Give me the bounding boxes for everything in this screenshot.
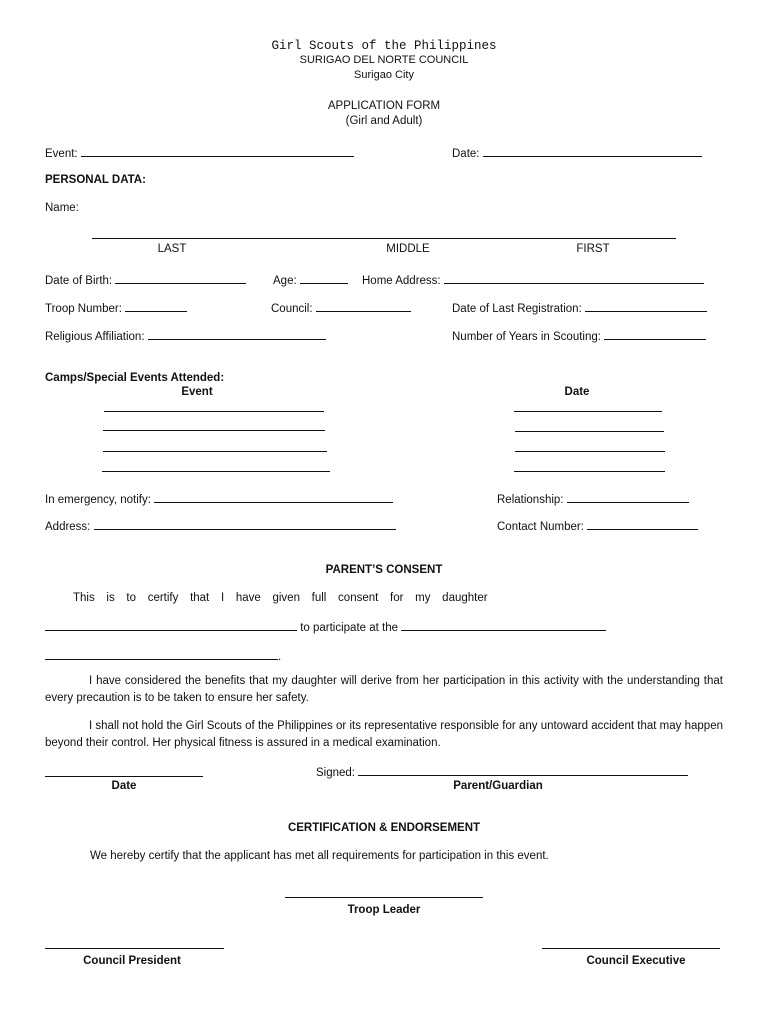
camp-date-field[interactable] — [514, 411, 662, 412]
camp-event-field[interactable] — [104, 411, 324, 412]
consent-date-label: Date — [111, 780, 137, 792]
camp-date-field[interactable] — [515, 431, 664, 432]
consent-paragraph-2: I shall not hold the Girl Scouts of the Philippines or its representative responsible for any untoward accident that may happen beyond their control. Her physical fitness is assured in a medical examination. — [45, 720, 723, 749]
relationship-row — [497, 491, 689, 507]
home-address-label: Home Address: — [362, 275, 441, 287]
first-label: FIRST — [576, 243, 610, 255]
event-label: Event: — [45, 148, 78, 160]
troop-number-field[interactable] — [125, 300, 187, 312]
council-president-signature[interactable] — [45, 948, 224, 949]
troop-leader-label: Troop Leader — [347, 904, 421, 916]
venue-field[interactable] — [401, 619, 606, 631]
council-executive-label: Council Executive — [586, 955, 686, 967]
signed-row — [316, 764, 688, 780]
parents-consent-heading: PARENT’S CONSENT — [325, 564, 443, 576]
city-name: Surigao City — [354, 69, 414, 81]
address-label: Address: — [45, 521, 91, 533]
contact-field[interactable] — [587, 518, 698, 530]
venue-continued-field[interactable] — [45, 648, 278, 660]
troop-row — [45, 300, 187, 316]
camps-heading: Camps/Special Events Attended: — [45, 372, 225, 384]
guardian-signature-field[interactable] — [358, 764, 688, 776]
camps-date-header: Date — [564, 386, 590, 398]
camps-event-header: Event — [181, 386, 213, 398]
consent-paragraph-1: I have considered the benefits that my daughter will derive from her participation in this activity with the understanding that every precaution is to be taken to ensure her safety. — [45, 675, 723, 704]
contact-row — [497, 518, 698, 534]
daughter-row — [45, 619, 606, 635]
years-scouting-label: Number of Years in Scouting: — [452, 331, 601, 343]
middle-label: MIDDLE — [386, 243, 430, 255]
camp-event-field[interactable] — [102, 471, 330, 472]
address-row — [45, 518, 396, 534]
form-title: APPLICATION FORM — [327, 100, 441, 112]
last-label: LAST — [157, 243, 187, 255]
contact-label: Contact Number: — [497, 521, 584, 533]
date-field[interactable] — [483, 145, 702, 157]
form-subtitle: (Girl and Adult) — [345, 115, 423, 127]
org-title: Girl Scouts of the Philippines — [271, 39, 497, 53]
date-label: Date: — [452, 148, 480, 160]
council-row — [271, 300, 411, 316]
emergency-field[interactable] — [154, 491, 393, 503]
name-label: Name: — [45, 202, 79, 214]
venue-continued-row — [45, 648, 281, 664]
dob-field[interactable] — [115, 272, 246, 284]
signed-label: Signed: — [316, 767, 356, 779]
troop-leader-signature[interactable] — [285, 897, 483, 898]
daughter-name-field[interactable] — [45, 619, 297, 631]
council-president-label: Council President — [83, 955, 181, 967]
certification-text: We hereby certify that the applicant has met all requirements for participation in this event. — [90, 850, 549, 862]
camp-date-field[interactable] — [515, 451, 665, 452]
emergency-label: In emergency, notify: — [45, 494, 151, 506]
participate-label: to participate at the — [300, 622, 399, 634]
emergency-row — [45, 491, 393, 507]
last-registration-row — [452, 300, 707, 316]
dob-row — [45, 272, 246, 288]
date-row — [452, 145, 702, 161]
age-row — [273, 272, 348, 288]
age-field[interactable] — [300, 272, 348, 284]
relationship-label: Relationship: — [497, 494, 564, 506]
council-label: Council: — [271, 303, 313, 315]
event-row — [45, 145, 354, 161]
home-address-row — [362, 272, 704, 288]
event-field[interactable] — [81, 145, 354, 157]
address-field[interactable] — [94, 518, 396, 530]
years-scouting-row — [452, 328, 706, 344]
guardian-label: Parent/Guardian — [453, 780, 543, 792]
period-mark: . — [278, 651, 282, 663]
consent-date-field[interactable] — [45, 776, 203, 777]
years-scouting-field[interactable] — [604, 328, 706, 340]
camp-date-field[interactable] — [514, 471, 665, 472]
camp-event-field[interactable] — [103, 451, 327, 452]
age-label: Age: — [273, 275, 297, 287]
certification-heading: CERTIFICATION & ENDORSEMENT — [287, 822, 481, 834]
dob-label: Date of Birth: — [45, 275, 113, 287]
last-registration-label: Date of Last Registration: — [452, 303, 582, 315]
personal-data-heading: PERSONAL DATA: — [45, 174, 146, 186]
troop-number-label: Troop Number: — [45, 303, 122, 315]
last-registration-field[interactable] — [585, 300, 707, 312]
council-executive-signature[interactable] — [542, 948, 720, 949]
home-address-field[interactable] — [444, 272, 704, 284]
name-field[interactable] — [92, 238, 676, 239]
relationship-field[interactable] — [567, 491, 689, 503]
camp-event-field[interactable] — [103, 430, 325, 431]
religious-label: Religious Affiliation: — [45, 331, 145, 343]
religious-field[interactable] — [148, 328, 326, 340]
council-field[interactable] — [316, 300, 411, 312]
consent-line: This is to certify that I have given full consent for my daughter — [73, 592, 488, 604]
council-name: SURIGAO DEL NORTE COUNCIL — [299, 54, 469, 66]
religious-row — [45, 328, 326, 344]
